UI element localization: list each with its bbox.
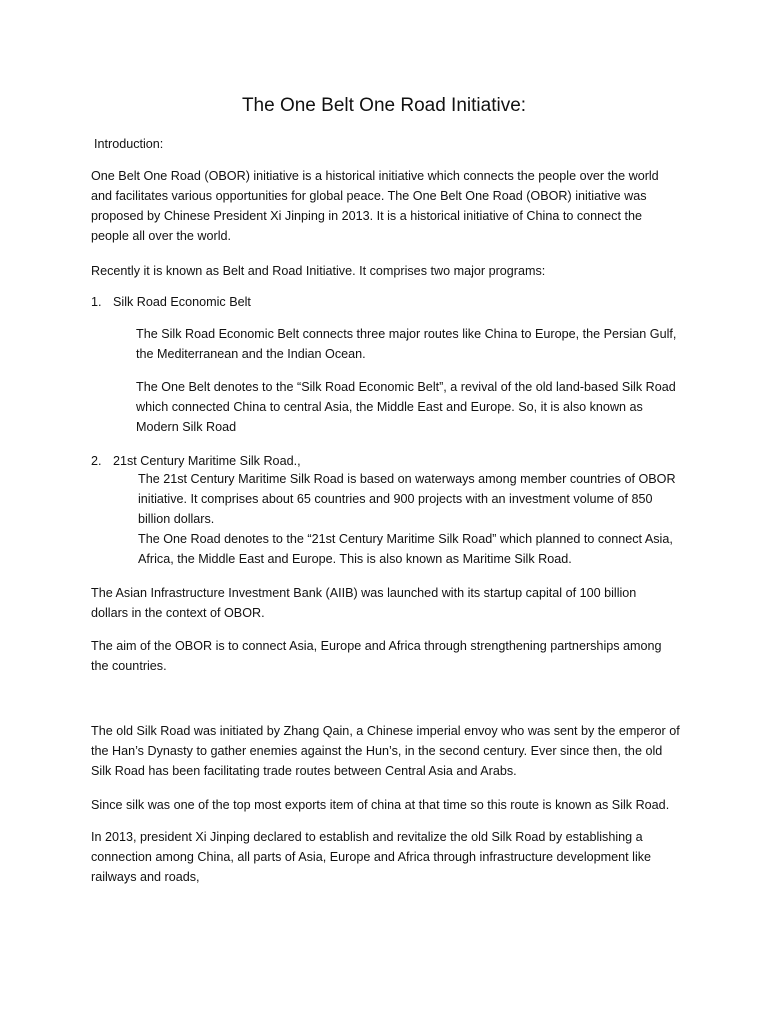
text-line: billion dollars. — [138, 512, 215, 526]
aim-paragraph — [91, 636, 662, 676]
text-line: the countries. — [91, 659, 167, 673]
text-line: In 2013, president Xi Jinping declared to establish and revitalize the old Silk Road by establishing a — [91, 830, 643, 844]
list-paragraph — [136, 377, 676, 437]
recently-paragraph: Recently it is known as Belt and Road Initiative. It comprises two major programs: — [91, 264, 546, 278]
text-line: people all over the world. — [91, 229, 232, 243]
text-line: which connected China to central Asia, the Middle East and Europe. So, it is also known as — [136, 400, 643, 414]
list-label: 21st Century Maritime Silk Road., — [113, 454, 301, 468]
aiib-paragraph — [91, 583, 636, 623]
text-line: Modern Silk Road — [136, 420, 237, 434]
text-line: Africa, the Middle East and Europe. This is also known as Maritime Silk Road. — [138, 552, 572, 566]
text-line: The old Silk Road was initiated by Zhang Qain, a Chinese imperial envoy who was sent by the emperor of — [91, 724, 680, 738]
text-line: proposed by Chinese President Xi Jinping in 2013. It is a historical initiative of China to connect the — [91, 209, 642, 223]
list-paragraph — [136, 324, 676, 364]
text-line: The One Road denotes to the “21st Century Maritime Silk Road” which planned to connect Asia, — [138, 532, 673, 546]
text-line: connection among China, all parts of Asia, Europe and Africa through infrastructure development like — [91, 850, 652, 864]
in-2013-paragraph — [91, 827, 651, 887]
old-silk-road-paragraph — [91, 721, 680, 781]
text-line: railways and roads, — [91, 870, 200, 884]
text-line: The aim of the OBOR is to connect Asia, Europe and Africa through strengthening partnerships among — [91, 639, 662, 653]
list-number: 1. — [91, 295, 102, 309]
intro-heading: Introduction: — [94, 137, 164, 151]
text-line: The Silk Road Economic Belt connects three major routes like China to Europe, the Persian Gulf, — [136, 327, 677, 341]
intro-paragraph — [91, 166, 659, 246]
text-line: The One Belt denotes to the “Silk Road Economic Belt”, a revival of the old land-based Silk Road — [136, 380, 676, 394]
text-line: The Asian Infrastructure Investment Bank (AIIB) was launched with its startup capital of 100 billion — [91, 586, 637, 600]
text-line: Silk Road has been facilitating trade routes between Central Asia and Arabs. — [91, 764, 517, 778]
list-label: Silk Road Economic Belt — [113, 295, 251, 309]
since-silk-paragraph: Since silk was one of the top most exports item of china at that time so this route is known as Silk Road. — [91, 798, 670, 812]
text-line: and facilitates various opportunities for global peace. The One Belt One Road (OBOR) initiative was — [91, 189, 647, 203]
text-line: dollars in the context of OBOR. — [91, 606, 265, 620]
text-line: the Han’s Dynasty to gather enemies against the Hun’s, in the second century. Ever since then, the old — [91, 744, 663, 758]
text-line: One Belt One Road (OBOR) initiative is a historical initiative which connects the people over the world — [91, 169, 659, 183]
page-title: The One Belt One Road Initiative: — [241, 95, 527, 116]
list-paragraph — [138, 469, 676, 569]
text-line: initiative. It comprises about 65 countries and 900 projects with an investment volume of 850 — [138, 492, 653, 506]
text-line: the Mediterranean and the Indian Ocean. — [136, 347, 366, 361]
text-line: The 21st Century Maritime Silk Road is based on waterways among member countries of OBOR — [138, 472, 676, 486]
list-number: 2. — [91, 454, 102, 468]
